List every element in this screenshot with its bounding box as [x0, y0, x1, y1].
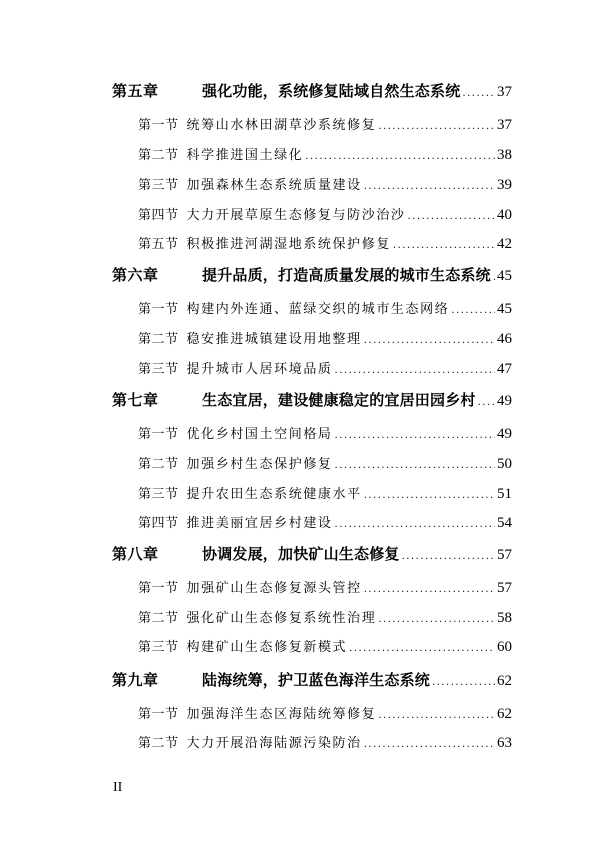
- section-title: 科学推进国土绿化: [186, 148, 304, 163]
- chapter-title: 陆海统筹，护卫蓝色海洋生态系统: [202, 671, 431, 689]
- section-title: 加强森林生态系统质量建设: [186, 178, 362, 193]
- dot-leader: [478, 398, 495, 408]
- chapter-number: 第九章: [112, 671, 159, 689]
- toc-chapter-7[interactable]: [112, 393, 512, 409]
- toc-section-5-4[interactable]: [138, 208, 512, 223]
- section-number: 第二节: [138, 611, 179, 626]
- chapter-number: 第六章: [112, 266, 159, 284]
- section-title: 强化矿山生态修复系统性治理: [186, 611, 377, 626]
- dot-leader: [364, 491, 495, 501]
- dot-leader: [335, 366, 495, 376]
- section-number: 第二节: [138, 457, 179, 472]
- section-title: 加强乡村生态保护修复: [186, 457, 333, 472]
- dot-leader: [432, 678, 495, 688]
- page-number: 37: [497, 84, 512, 100]
- section-number: 第三节: [138, 362, 179, 377]
- toc-section-5-1[interactable]: [138, 118, 512, 133]
- page-number: 39: [497, 177, 512, 193]
- section-title: 提升城市人居环境品质: [186, 362, 333, 377]
- dot-leader: [364, 182, 495, 192]
- dot-leader: [335, 431, 495, 441]
- page-number: 42: [497, 236, 512, 252]
- dot-leader: [378, 615, 495, 625]
- section-title: 加强海洋生态区海陆统筹修复: [186, 707, 377, 722]
- section-title: 大力开展草原生态修复与防沙治沙: [186, 208, 406, 223]
- page-number: 63: [497, 735, 512, 751]
- section-title: 积极推进河湖湿地系统保护修复: [186, 237, 391, 252]
- page-number: 37: [497, 117, 512, 133]
- page-number: 45: [497, 268, 512, 284]
- chapter-number: 第七章: [112, 391, 159, 409]
- toc-section-8-3[interactable]: [138, 640, 512, 655]
- page-number: 47: [497, 361, 512, 377]
- dot-leader: [451, 306, 495, 316]
- toc-chapter-9[interactable]: [112, 673, 512, 689]
- section-number: 第一节: [138, 427, 179, 442]
- dot-leader: [364, 585, 495, 595]
- toc-section-9-2[interactable]: [138, 736, 512, 751]
- toc-section-6-1[interactable]: [138, 302, 512, 317]
- page-number: 38: [497, 147, 512, 163]
- section-number: 第二节: [138, 148, 179, 163]
- section-title: 构建内外连通、蓝绿交织的城市生态网络: [186, 302, 450, 317]
- section-number: 第四节: [138, 208, 179, 223]
- toc-chapter-8[interactable]: [112, 547, 512, 563]
- chapter-number: 第八章: [112, 545, 159, 563]
- dot-leader: [393, 241, 495, 251]
- page-number: 51: [497, 486, 512, 502]
- page-number: 49: [497, 426, 512, 442]
- page-number: 54: [497, 515, 512, 531]
- section-title: 稳安推进城镇建设用地整理: [186, 332, 362, 347]
- section-number: 第五节: [138, 237, 179, 252]
- section-number: 第一节: [138, 118, 179, 133]
- dot-leader: [335, 520, 495, 530]
- toc-section-8-2[interactable]: [138, 611, 512, 626]
- dot-leader: [335, 461, 495, 471]
- section-number: 第一节: [138, 707, 179, 722]
- toc-section-7-1[interactable]: [138, 427, 512, 442]
- section-number: 第四节: [138, 516, 179, 531]
- footer-page-number: II: [113, 780, 123, 795]
- section-number: 第一节: [138, 581, 179, 596]
- section-number: 第一节: [138, 302, 179, 317]
- toc-section-7-4[interactable]: [138, 516, 512, 531]
- chapter-title: 提升品质，打造高质量发展的城市生态系统: [202, 266, 491, 284]
- section-number: 第三节: [138, 487, 179, 502]
- section-number: 第二节: [138, 332, 179, 347]
- toc-section-6-3[interactable]: [138, 362, 512, 377]
- toc-chapter-6[interactable]: [112, 268, 512, 284]
- page-number: 57: [497, 547, 512, 563]
- section-title: 优化乡村国土空间格局: [186, 427, 333, 442]
- page-number: 60: [497, 639, 512, 655]
- page-number: 49: [497, 393, 512, 409]
- page-number: 40: [497, 207, 512, 223]
- toc-section-7-3[interactable]: [138, 487, 512, 502]
- toc-section-6-2[interactable]: [138, 332, 512, 347]
- dot-leader: [364, 336, 495, 346]
- chapter-title: 强化功能，系统修复陆域自然生态系统: [202, 82, 461, 100]
- section-title: 加强矿山生态修复源头管控: [186, 581, 362, 596]
- page-number: 50: [497, 456, 512, 472]
- dot-leader: [305, 152, 495, 162]
- page-number: 58: [497, 610, 512, 626]
- section-title: 大力开展沿海陆源污染防治: [186, 736, 362, 751]
- page-number: 46: [497, 331, 512, 347]
- dot-leader: [493, 273, 495, 283]
- toc-section-5-5[interactable]: [138, 237, 512, 252]
- dot-leader: [364, 740, 495, 750]
- dot-leader: [408, 212, 495, 222]
- page-number: 45: [497, 301, 512, 317]
- page-number: 57: [497, 580, 512, 596]
- page-number: 62: [497, 673, 512, 689]
- section-title: 推进美丽宜居乡村建设: [186, 516, 333, 531]
- toc-section-9-1[interactable]: [138, 707, 512, 722]
- dot-leader: [462, 89, 495, 99]
- toc-section-7-2[interactable]: [138, 457, 512, 472]
- section-title: 构建矿山生态修复新模式: [186, 640, 348, 655]
- chapter-number: 第五章: [112, 82, 159, 100]
- dot-leader: [402, 552, 495, 562]
- dot-leader: [378, 711, 495, 721]
- section-title: 统筹山水林田湖草沙系统修复: [186, 118, 377, 133]
- dot-leader: [349, 644, 495, 654]
- toc-section-5-3[interactable]: [138, 178, 512, 193]
- section-number: 第二节: [138, 736, 179, 751]
- toc-section-8-1[interactable]: [138, 581, 512, 596]
- section-number: 第三节: [138, 640, 179, 655]
- chapter-title: 协调发展，加快矿山生态修复: [202, 545, 400, 563]
- section-number: 第三节: [138, 178, 179, 193]
- toc-section-5-2[interactable]: [138, 148, 512, 163]
- section-title: 提升农田生态系统健康水平: [186, 487, 362, 502]
- page-number: 62: [497, 706, 512, 722]
- dot-leader: [378, 122, 495, 132]
- chapter-title: 生态宜居，建设健康稳定的宜居田园乡村: [202, 391, 476, 409]
- toc-chapter-5[interactable]: [112, 84, 512, 100]
